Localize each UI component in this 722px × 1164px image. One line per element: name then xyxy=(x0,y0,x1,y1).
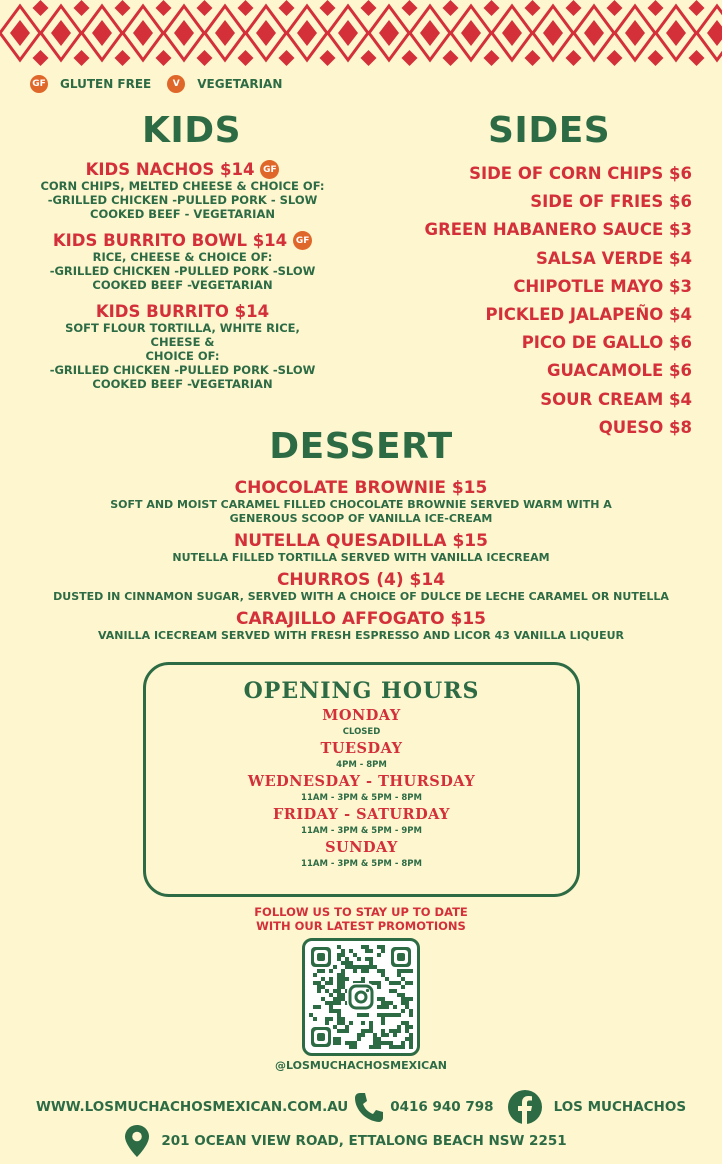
phone-icon xyxy=(354,1091,384,1123)
side-item: SALSA VERDE $4 xyxy=(536,248,692,268)
item-description: SOFT FLOUR TORTILLA, WHITE RICE, CHEESE & CHOICE OF: -GRILLED CHICKEN -PULLED PORK -SLOW COOKED BEEF -VEGETARIAN xyxy=(49,321,316,391)
menu-item xyxy=(40,231,325,292)
item-description: VANILLA ICECREAM SERVED WITH FRESH ESPRESSO AND LICOR 43 VANILLA LIQUEUR xyxy=(98,629,624,642)
opening-hours-title: OPENING HOURS xyxy=(243,678,480,704)
sides-heading: SIDES xyxy=(488,110,611,151)
decorative-border-pattern xyxy=(0,0,722,66)
hours-time: 11AM - 3PM & 5PM - 8PM xyxy=(301,859,422,869)
menu-item xyxy=(0,609,722,643)
gluten-free-label: GLUTEN FREE xyxy=(60,77,152,91)
item-description: DUSTED IN CINNAMON SUGAR, SERVED WITH A CHOICE OF DULCE DE LECHE CARAMEL OR NUTELLA xyxy=(53,590,669,603)
side-item: GUACAMOLE $6 xyxy=(546,361,692,381)
hours-day: SUNDAY xyxy=(325,839,398,856)
hours-day: TUESDAY xyxy=(320,740,403,757)
item-title: CHURROS (4) $14 xyxy=(276,570,446,590)
kids-heading: KIDS xyxy=(142,110,242,151)
side-item: QUESO $8 xyxy=(598,417,692,437)
contact-row xyxy=(0,1090,722,1124)
follow-promo-text: FOLLOW US TO STAY UP TO DATE WITH OUR LATEST PROMOTIONS xyxy=(254,905,468,933)
qr-code[interactable] xyxy=(302,938,420,1056)
kids-menu xyxy=(40,160,325,401)
menu-item xyxy=(0,570,722,604)
item-title: CARAJILLO AFFOGATO $15 xyxy=(235,609,487,629)
gluten-free-badge: GF xyxy=(293,231,312,250)
hours-time: 4PM - 8PM xyxy=(336,760,387,770)
phone-number[interactable]: 0416 940 798 xyxy=(390,1099,494,1115)
dessert-heading: DESSERT xyxy=(269,426,453,467)
hours-day: MONDAY xyxy=(322,707,401,724)
item-title: KIDS BURRITO BOWL $14 xyxy=(52,231,288,250)
item-title: KIDS BURRITO $14 xyxy=(95,302,270,321)
facebook-name[interactable]: LOS MUCHACHOS xyxy=(553,1099,687,1115)
hours-time: 11AM - 3PM & 5PM - 9PM xyxy=(301,826,422,836)
instagram-handle[interactable]: @LOSMUCHACHOSMEXICAN xyxy=(275,1059,447,1072)
qr-code-icon xyxy=(309,945,413,1049)
side-item: SOUR CREAM $4 xyxy=(540,389,692,409)
dessert-menu xyxy=(0,478,722,648)
location-pin-icon xyxy=(125,1125,149,1157)
menu-item xyxy=(40,160,325,221)
side-item: PICO DE GALLO $6 xyxy=(521,333,692,353)
sides-menu xyxy=(425,164,692,446)
item-description: RICE, CHEESE & CHOICE OF: -GRILLED CHICKEN -PULLED PORK -SLOW COOKED BEEF -VEGETARIAN xyxy=(49,250,316,292)
menu-item xyxy=(0,478,722,526)
hours-day: WEDNESDAY - THURSDAY xyxy=(247,773,476,790)
website-link[interactable]: WWW.LOSMUCHACHOSMEXICAN.COM.AU xyxy=(35,1099,349,1115)
vegetarian-badge: V xyxy=(167,75,185,93)
hours-day: FRIDAY - SATURDAY xyxy=(272,806,451,823)
address: 201 OCEAN VIEW ROAD, ETTALONG BEACH NSW 2251 xyxy=(161,1133,567,1149)
gluten-free-badge: GF xyxy=(30,75,48,93)
hours-time: CLOSED xyxy=(342,727,381,737)
address-row xyxy=(0,1125,722,1157)
item-description: SOFT AND MOIST CARAMEL FILLED CHOCOLATE BROWNIE SERVED WARM WITH A GENEROUS SCOOP OF VANILLA ICE-CREAM xyxy=(110,498,612,525)
hours-time: 11AM - 3PM & 5PM - 8PM xyxy=(301,793,422,803)
menu-item xyxy=(0,531,722,565)
side-item: SIDE OF CORN CHIPS $6 xyxy=(469,164,692,183)
item-description: CORN CHIPS, MELTED CHEESE & CHOICE OF: -GRILLED CHICKEN -PULLED PORK - SLOW COOKED BEEF - VEGETARIAN xyxy=(40,179,325,221)
side-item: SIDE OF FRIES $6 xyxy=(530,192,692,212)
vegetarian-label: VEGETARIAN xyxy=(197,77,283,91)
item-title: CHOCOLATE BROWNIE $15 xyxy=(234,478,488,498)
side-item: CHIPOTLE MAYO $3 xyxy=(513,276,692,296)
gluten-free-badge: GF xyxy=(260,160,279,179)
side-item: GREEN HABANERO SAUCE $3 xyxy=(424,220,692,240)
dietary-legend xyxy=(30,75,298,93)
item-description: NUTELLA FILLED TORTILLA SERVED WITH VANILLA ICECREAM xyxy=(172,551,550,564)
item-title: NUTELLA QUESADILLA $15 xyxy=(234,531,488,551)
opening-hours-box xyxy=(143,662,580,897)
menu-item xyxy=(40,302,325,391)
item-title: KIDS NACHOS $14 xyxy=(85,160,255,179)
facebook-icon[interactable] xyxy=(508,1090,542,1124)
side-item: PICKLED JALAPEÑO $4 xyxy=(485,304,692,324)
